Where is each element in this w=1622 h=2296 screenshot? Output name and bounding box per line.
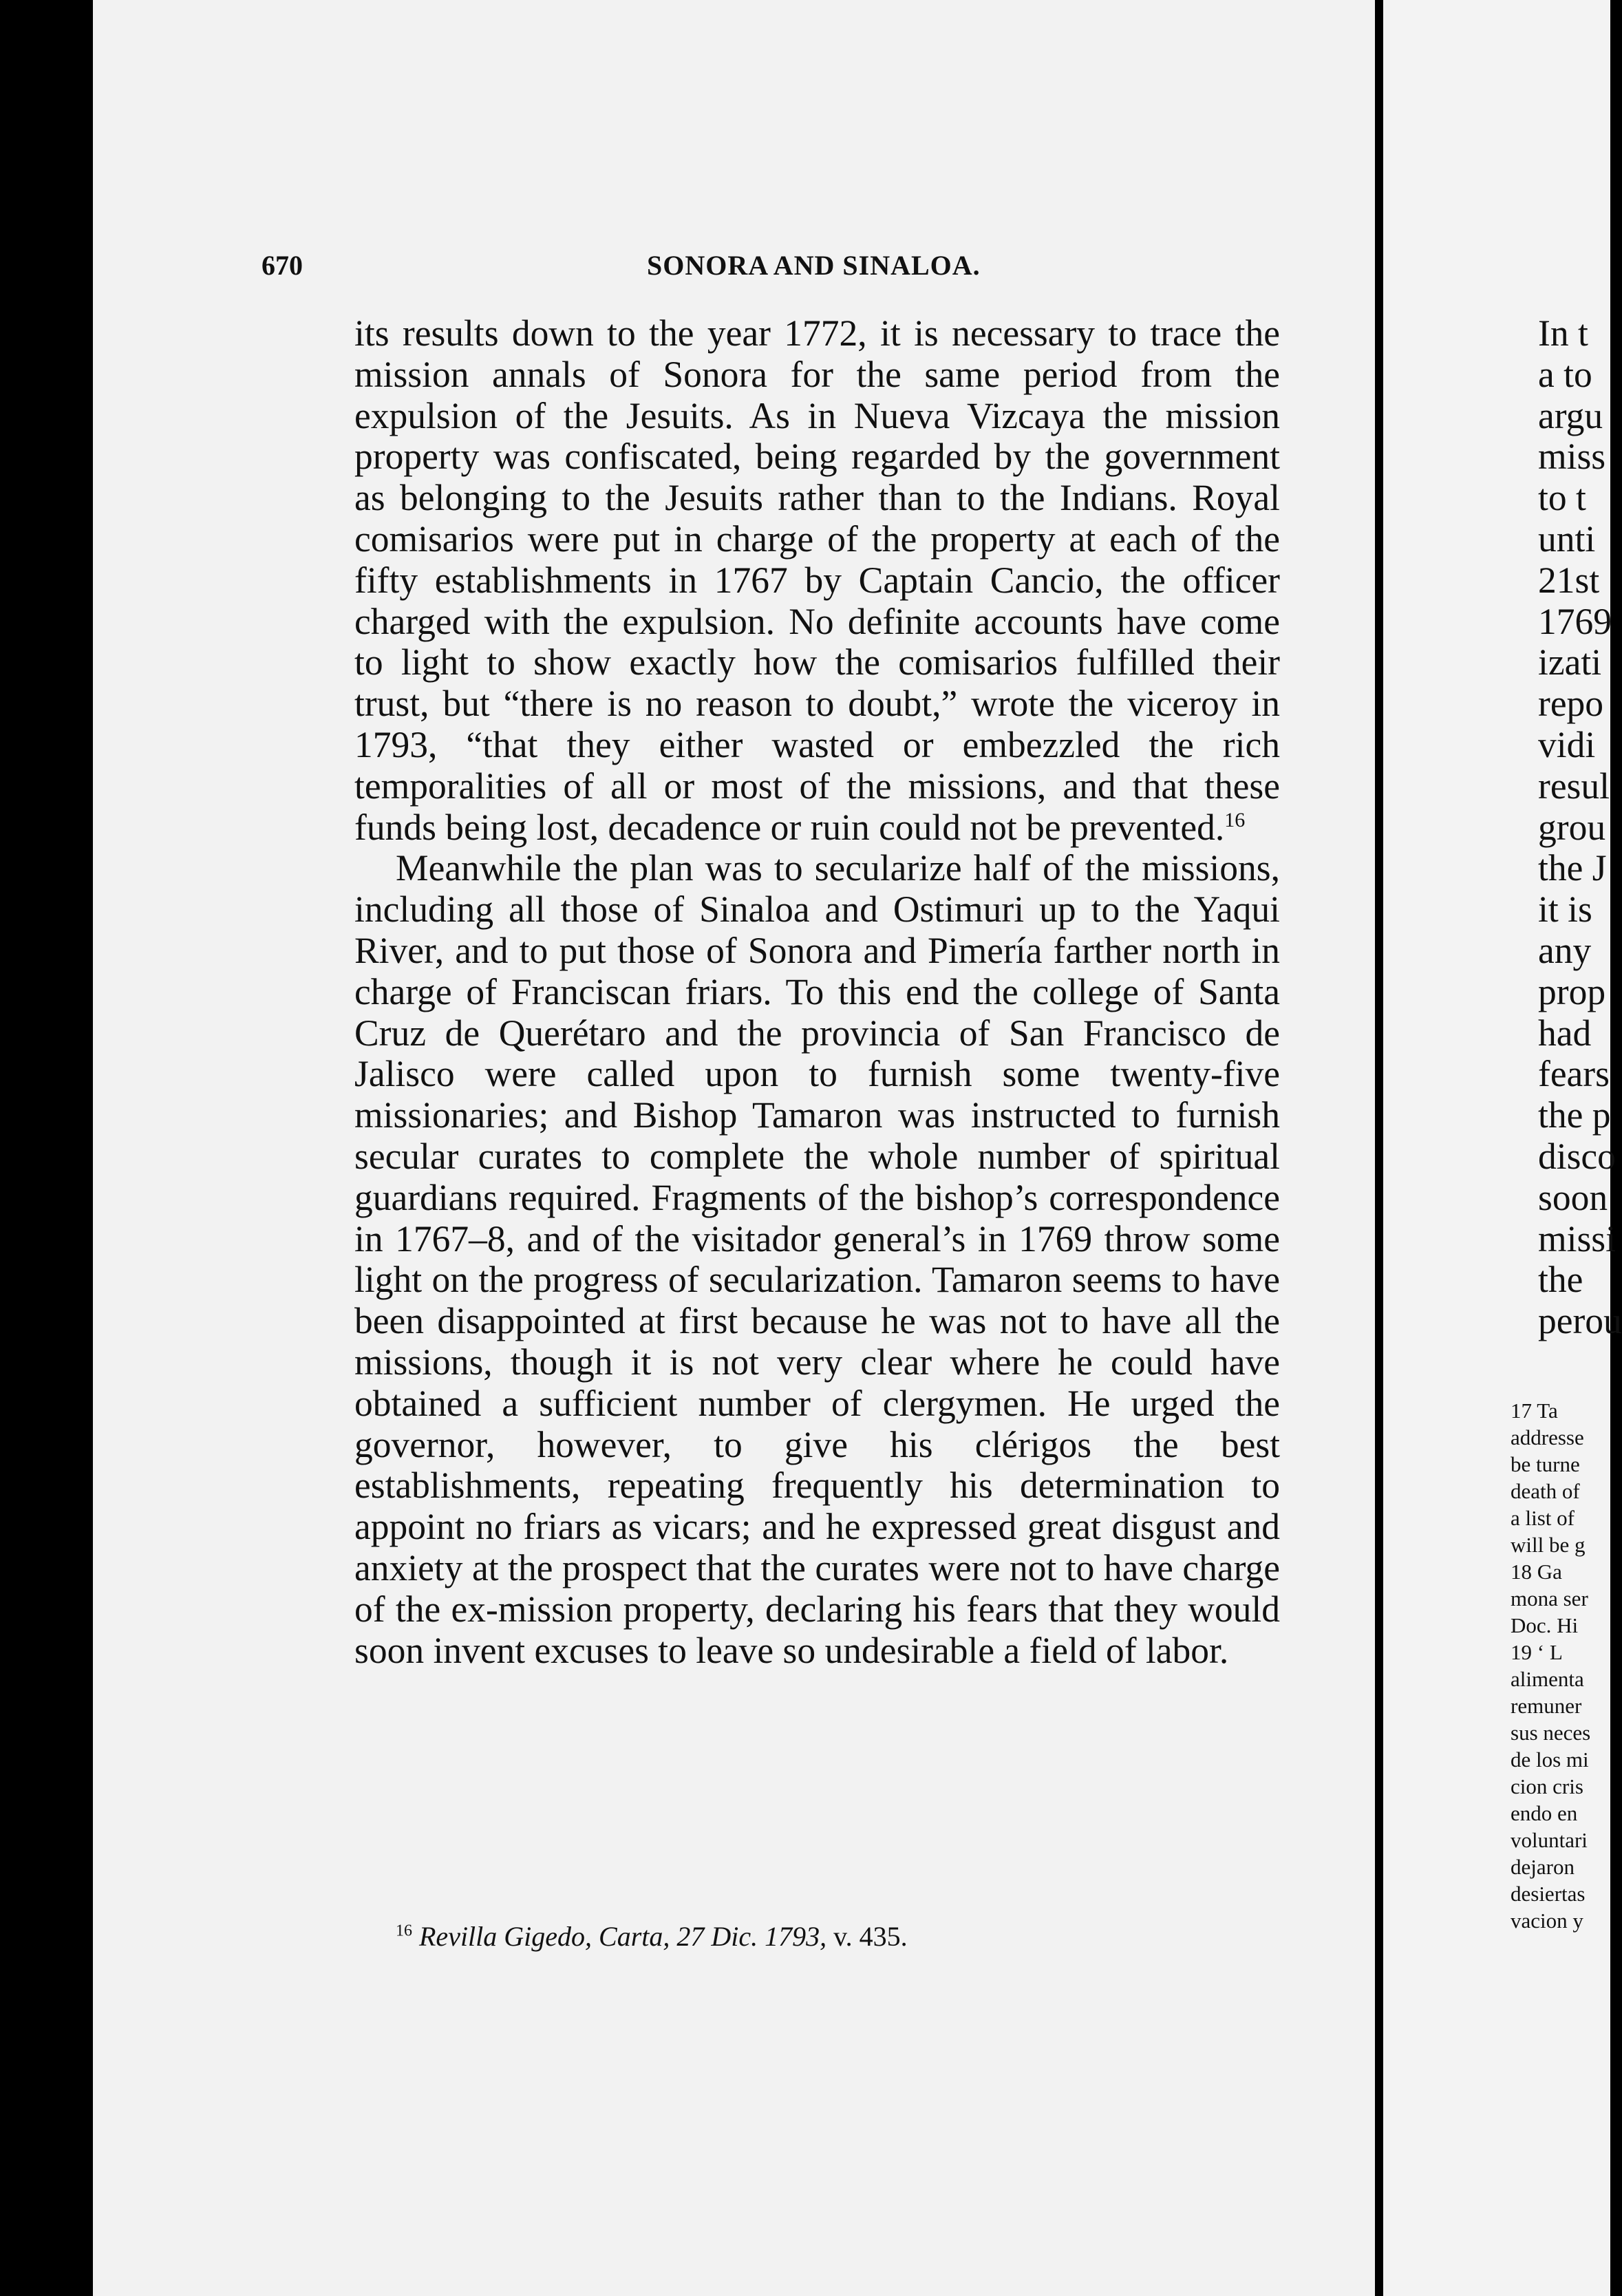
- right-page-line: miss: [1538, 436, 1606, 478]
- page-number: 670: [262, 250, 303, 281]
- right-page-note-line: sus neces: [1511, 1721, 1591, 1745]
- right-page-line: prop: [1538, 970, 1606, 1012]
- right-page-note-line: addresse: [1511, 1425, 1584, 1449]
- right-page-note-line: mona ser: [1511, 1586, 1588, 1611]
- paragraph-2: Meanwhile the plan was to secularize half of the missions, including all those of Sinaloa and Ostimuri up to the Yaqui River, and to put those of Sonora and Pimería farther north in charge of Franciscan friars. To this end the college of Santa Cruz de Querétaro and the provincia of San Francisco de Jalisco were called upon to furnish some twenty-five missionaries; and Bishop Tamaron was instructed to furnish secular curates to complete the whole number of spiritual guardians required. Fragments of the bishop’s correspondence in 1767–8, and of the visitador general’s in 1769 throw some light on the progress of secularization. Tamaron seems to have been disappointed at first because he was not to have all the missions, though it is not very clear where he could have obtained a sufficient number of clergymen. He urged the governor, however, to give his clérigos the best establishments, repeating frequently his determination to appoint no friars as vicars; and he expressed great disgust and anxiety at the prospect that the curates were not to have charge of the ex-mission property, declaring his fears that they would soon invent excuses to leave so undesirable a field of labor.: [354, 847, 1280, 1671]
- right-page-line: 21st: [1538, 559, 1600, 601]
- right-page-line: argu: [1538, 394, 1603, 436]
- paragraph-1: [354, 313, 1280, 848]
- right-page-note-line: vacion y: [1511, 1909, 1583, 1933]
- footnote-16: [396, 1920, 1290, 1953]
- right-page-line: disco: [1538, 1135, 1616, 1177]
- right-page-note-line: endo en: [1511, 1801, 1578, 1825]
- right-page-note-line: remuner: [1511, 1694, 1582, 1718]
- right-page-line: to t: [1538, 477, 1586, 519]
- running-title: SONORA AND SINALOA.: [647, 250, 981, 281]
- right-page-line: In t: [1538, 312, 1588, 354]
- right-page-note-line: a list of: [1511, 1506, 1575, 1530]
- right-page-note-line: be turne: [1511, 1452, 1580, 1476]
- running-head: [262, 249, 1294, 290]
- right-page-note-line: de los mi: [1511, 1747, 1589, 1772]
- right-page-line: fears: [1538, 1053, 1610, 1095]
- right-page-line: a to: [1538, 353, 1592, 395]
- right-page-note-line: dejaron: [1511, 1855, 1575, 1879]
- right-page-line: repo: [1538, 683, 1604, 725]
- right-page-line: unti: [1538, 518, 1596, 560]
- right-page-line: any: [1538, 929, 1592, 971]
- right-page-note-line: death of: [1511, 1479, 1580, 1503]
- footnote-date: 27 Dic. 1793,: [676, 1921, 827, 1952]
- right-page-note-line: 19 ‘ L: [1511, 1640, 1563, 1664]
- right-page-line: the J: [1538, 847, 1607, 889]
- right-page-note-line: will be g: [1511, 1533, 1586, 1557]
- right-page-note-line: cion cris: [1511, 1774, 1583, 1798]
- right-page-line: grou: [1538, 806, 1606, 848]
- right-page-line: it is: [1538, 889, 1592, 931]
- right-page-line: vidi: [1538, 723, 1596, 765]
- footnote-author: Revilla Gigedo,: [419, 1921, 593, 1952]
- right-page-line: the p: [1538, 1094, 1611, 1136]
- right-page-line: 1769: [1538, 600, 1612, 642]
- body-text: [354, 313, 1280, 1671]
- right-page-line: resul: [1538, 765, 1610, 807]
- right-page-line: soon: [1538, 1176, 1608, 1218]
- right-page-note-line: alimenta: [1511, 1667, 1584, 1691]
- right-page-notes-fragment: [1511, 1397, 1590, 1934]
- right-page-note-line: Doc. Hi: [1511, 1613, 1579, 1637]
- right-page-note-line: desiertas: [1511, 1882, 1586, 1906]
- right-page-line: izati: [1538, 641, 1602, 683]
- right-page-note-line: 18 Ga: [1511, 1560, 1562, 1584]
- paragraph-1-text: its results down to the year 1772, it is necessary to trace the mission annals of Sonora for the same period from the expulsion of the Jesuits. As in Nueva Vizcaya the mission property was confiscated, being regarded by the government as belonging to the Jesuits rather than to the Indians. Royal comisarios were put in charge of the property at each of the fifty establishments in 1767 by Captain Cancio, the officer charged with the expulsion. No definite accounts have come to light to show exactly how the comisarios fulfilled their trust, but “there is no reason to doubt,” wrote the viceroy in 1793, “that they either wasted or embezzled the rich temporalities of all or most of the missions, and that these funds being lost, decadence or ruin could not be prevented.: [354, 312, 1280, 848]
- footnote-work: Carta,: [599, 1921, 670, 1952]
- right-page-line: the: [1538, 1259, 1583, 1301]
- right-page-line: perou: [1538, 1300, 1622, 1342]
- right-page-body-fragment: [1538, 313, 1622, 1342]
- right-page-note-line: voluntari: [1511, 1828, 1588, 1852]
- footnote-ref: v. 435.: [833, 1921, 908, 1952]
- right-page-note-line: 17 Ta: [1511, 1399, 1558, 1423]
- footnote-ref-16: 16: [1224, 808, 1246, 831]
- right-page-line: had: [1538, 1012, 1592, 1054]
- footnote-number: 16: [396, 1922, 412, 1940]
- right-page-line: missi: [1538, 1218, 1616, 1259]
